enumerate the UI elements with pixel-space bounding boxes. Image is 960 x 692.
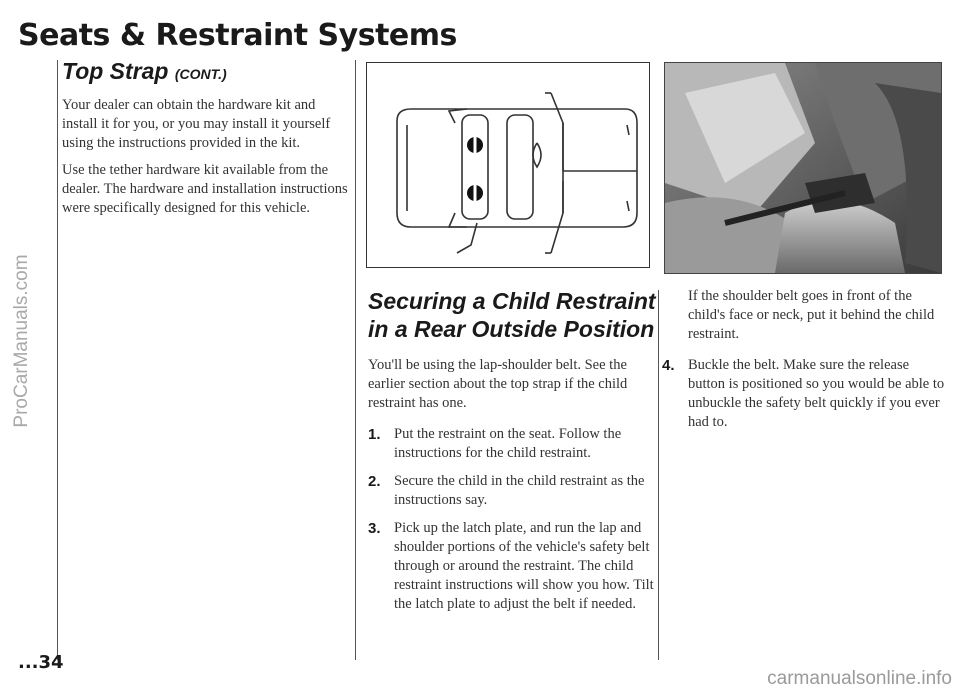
paragraph: Use the tether hardware kit available from the dealer. The hardware and installation instructions were specifically designed for this vehicle. <box>62 162 348 216</box>
step-number: 1. <box>368 426 381 443</box>
subtitle-cont: (CONT.) <box>174 66 227 82</box>
column-left <box>62 96 352 226</box>
column-divider-left <box>57 60 58 660</box>
intro-paragraph: If the shoulder belt goes in front of the child's face or neck, put it behind the child restraint. <box>688 288 935 342</box>
steps-list <box>662 356 948 432</box>
subtitle-text: Top Strap <box>62 58 169 84</box>
page-number: ...34 <box>18 652 64 673</box>
steps-list <box>368 425 656 614</box>
list-item <box>662 356 948 432</box>
belt-buckle-photo-illustration <box>665 63 941 273</box>
column-divider-right <box>658 290 659 660</box>
page-title: Seats & Restraint Systems <box>18 18 457 53</box>
vehicle-seat-diagram <box>366 62 650 268</box>
list-item <box>368 425 656 463</box>
section-heading: Securing a Child Restraint in a Rear Outside Position <box>368 288 656 342</box>
section-subtitle <box>62 58 227 85</box>
step-number: 3. <box>368 520 381 537</box>
side-watermark: ProCarManuals.com <box>11 254 32 428</box>
step-text: Pick up the latch plate, and run the lap and shoulder portions of the vehicle's safety belt through or around the restraint. The child restraint instructions will show you how. Tilt the latch plate to adjust the belt if needed. <box>394 520 654 612</box>
step-text: Buckle the belt. Make sure the release button is positioned so you would be able to unbuckle the safety belt quickly if you ever had to. <box>688 357 945 430</box>
step-number: 2. <box>368 473 381 490</box>
step-text: Put the restraint on the seat. Follow the instructions for the child restraint. <box>394 426 622 461</box>
list-item <box>368 472 656 510</box>
column-divider-mid <box>355 60 356 660</box>
vehicle-top-view-illustration <box>367 63 648 266</box>
bottom-watermark: carmanualsonline.info <box>767 668 952 689</box>
list-item <box>368 519 656 614</box>
column-right <box>662 287 948 441</box>
intro-paragraph: You'll be using the lap-shoulder belt. See the earlier section about the top strap if the child restraint has one. <box>368 357 628 411</box>
paragraph: Your dealer can obtain the hardware kit and install it for you, or you may install it yourself using the instructions provided in the kit. <box>62 97 331 151</box>
child-seat-photo <box>664 62 942 274</box>
step-text: Secure the child in the child restraint as the instructions say. <box>394 473 645 508</box>
column-middle <box>368 356 656 623</box>
step-number: 4. <box>662 357 675 374</box>
